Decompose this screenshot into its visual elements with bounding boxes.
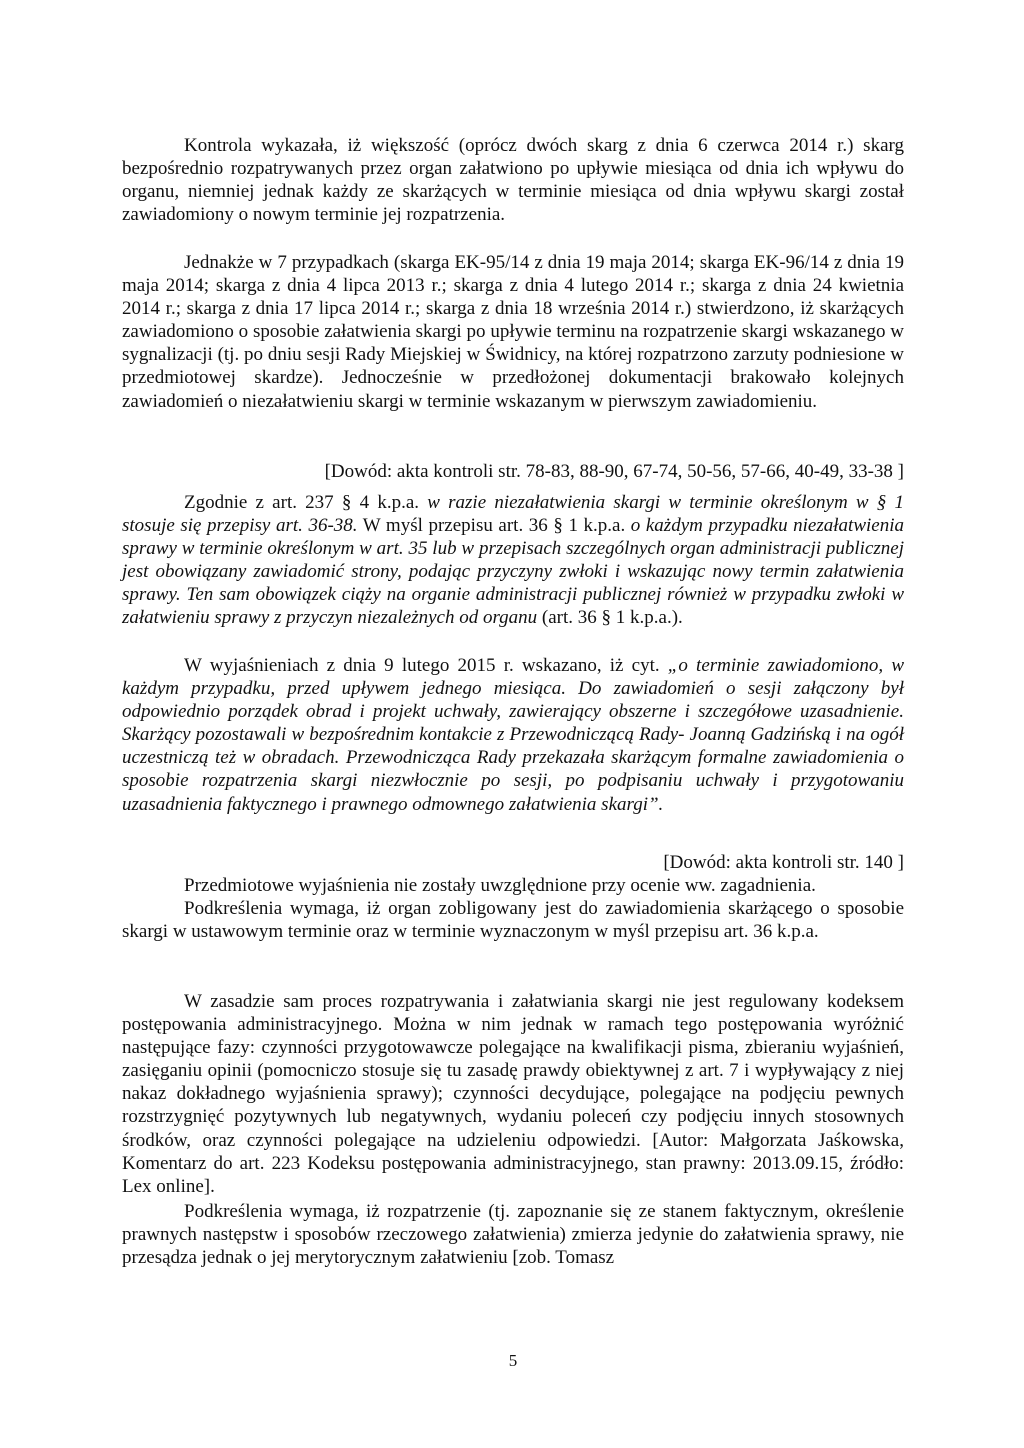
paragraph-seven-cases: Jednakże w 7 przypadkach (skarga EK-95/14 z dnia 19 maja 2014; skarga EK-96/14 z dnia 19 maja 2014; skarga z dnia 4 lipca 2013 r.; skarga z dnia 4 lutego 2014 r.; skarga z dnia 24 kwietnia 2014 r.; skarga z dnia 17 lipca 2014 r.; skarga z dnia 18 września 2014 r.) stwierdzono, iż skarżących zawiadomiono o sposobie załatwienia skargi po upływie terminu na rozpatrzenie skargi wskazanego w sygnalizacji (tj. po dniu sesji Rady Miejskiej w Świdnicy, na której rozpatrzono zarzuty podniesione w przedmiotowej skardze). Jednocześnie w przedłożonej dokumentacji brakowało kolejnych zawiadomień o niezałatwieniu skargi w terminie wskazanym w pierwszym zawiadomieniu. xyxy=(122,252,904,412)
paragraph-consideration: Podkreślenia wymaga, iż rozpatrzenie (tj. zapoznanie się ze stanem faktycznym, określenie prawnych następstw i sposobów rzeczowego załatwienia) zmierza jedynie do załatwienia sprawy, nie przesądza jednak o jej merytorycznym załatwieniu [zob. Tomasz xyxy=(122,1201,904,1269)
explanations-quote: „o terminie zawiadomiono, w każdym przypadku, przed upływem jednego miesiąca. Do zawiadomień o sesji załączony był odpowiednio porządek obrad i projekt uchwały, zawierający obszerne i szczegółowe uzasadnienie. Skarżący pozostawali w bezpośrednim kontakcie z Przewodniczącą Rady- Joanną Gadzińską i na ogół uczestniczą też w obradach. Przewodnicząca Rady przekazała skarżącym formalne zawiadomienia o sposobie rozpatrzenia skargi niezwłocznie po sesji, po podpisaniu uchwały i przygotowaniu uzasadnienia faktycznego i prawnego odmownego załatwienia skargi”. xyxy=(122,655,904,815)
proof-reference-1: [Dowód: akta kontroli str. 78-83, 88-90, 67-74, 50-56, 57-66, 40-49, 33-38 ] xyxy=(324,461,904,482)
paragraph-legal-basis xyxy=(122,491,904,630)
paragraph-control-findings: Kontrola wykazała, iż większość (oprócz dwóch skarg z dnia 6 czerwca 2014 r.) skarg bezpośrednio rozpatrywanych przez organ załatwiono po upływie miesiąca od dnia ich wpływu do organu, niemniej jednak każdy ze skarżących w terminie miesiąca od dnia wpływu skargi został zawiadomiony o nowym terminie jej rozpatrzenia. xyxy=(122,135,904,226)
page-number: 5 xyxy=(508,1351,518,1370)
legal-basis-quote-2: o każdym przypadku niezałatwienia sprawy w terminie określonym w art. 35 lub w przepisach szczególnych organ administracji publicznej jest obowiązany zawiadomić strony, podając przyczyny zwłoki i wskazując nowy termin załatwienia sprawy. Ten sam obowiązek ciąży na organie administracji publicznej również w przypadku zwłoki w załatwieniu sprawy z przyczyn niezależnych od organu xyxy=(122,515,904,629)
explanations-text: W wyjaśnieniach z dnia 9 lutego 2015 r. wskazano, iż cyt. xyxy=(184,655,668,676)
paragraph-explanations xyxy=(122,654,904,816)
paragraph-complaint-process: W zasadzie sam proces rozpatrywania i załatwiania skargi nie jest regulowany kodeksem postępowania administracyjnego. Można w nim jednak w ramach tego postępowania wyróżnić następujące fazy: czynności przygotowawcze polegające na kwalifikacji pisma, zbieraniu wyjaśnień, zasięganiu opinii (pomocniczo stosuje się tu zasadę prawdy obiektywnej z art. 7 i wypływający z niej nakaz dokładnego wyjaśnienia sprawy); czynności decydujące, polegające na podjęciu pewnych rozstrzygnięć pozytywnych lub negatywnych, wydaniu poleceń czy podjęciu innych stosownych środków, oraz czynności polegające na udzieleniu odpowiedzi. [Autor: Małgorzata Jaśkowska, Komentarz do art. 223 Kodeksu postępowania administracyjnego, stan prawny: 2013.09.15, źródło: Lex online]. xyxy=(122,991,904,1197)
legal-basis-text-2: W myśl przepisu art. 36 § 1 k.p.a. xyxy=(357,515,631,537)
proof-reference-2: [Dowód: akta kontroli str. 140 ] xyxy=(663,852,904,873)
legal-basis-text-1: Zgodnie z art. 237 § 4 k.p.a. xyxy=(184,492,428,513)
legal-basis-text-3: (art. 36 § 1 k.p.a.). xyxy=(537,607,683,629)
paragraph-not-considered: Przedmiotowe wyjaśnienia nie zostały uwzględnione przy ocenie ww. zagadnienia. xyxy=(184,875,816,896)
paragraph-obligation: Podkreślenia wymaga, iż organ zobligowany jest do zawiadomienia skarżącego o sposobie skargi w ustawowym terminie oraz w terminie wyznaczonym w myśl przepisu art. 36 k.p.a. xyxy=(122,898,904,943)
legal-basis-quote-1: w razie niezałatwienia skargi w terminie określonym w § 1 stosuje się przepisy art. 36-38. xyxy=(122,492,904,537)
